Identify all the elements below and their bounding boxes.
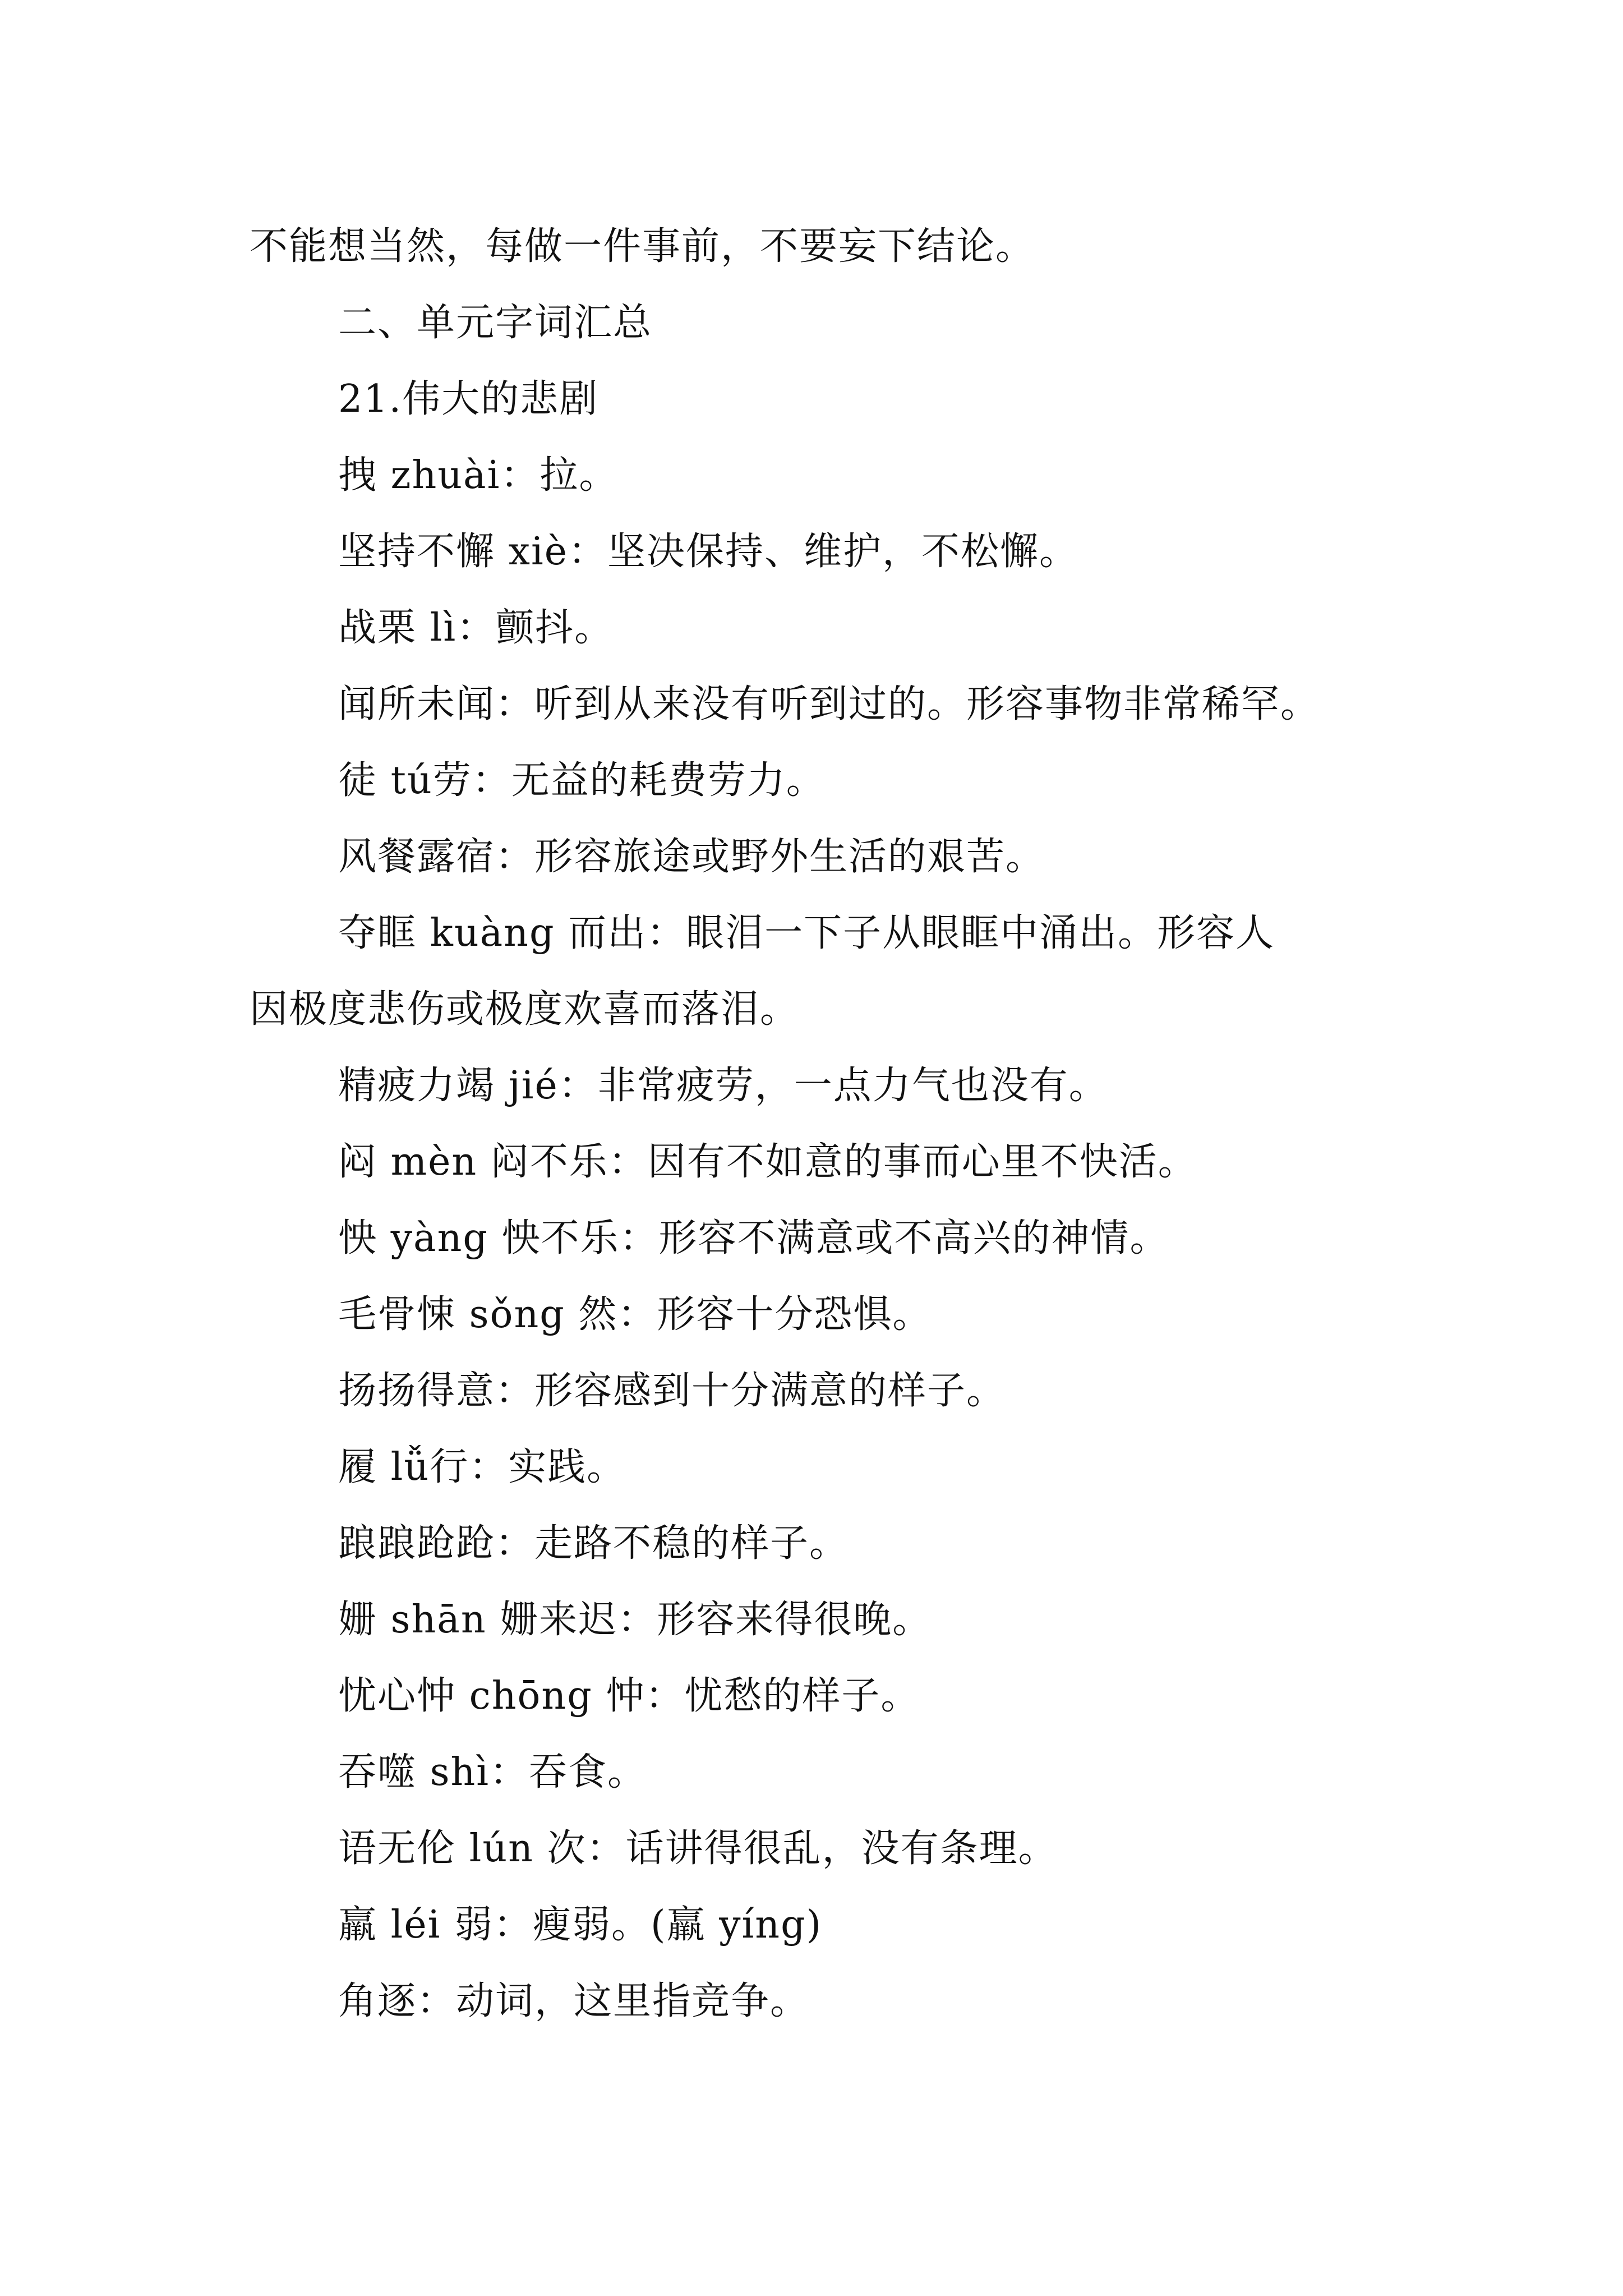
vocab-entry: 扬扬得意：形容感到十分满意的样子。: [338, 1369, 1006, 1413]
paragraph-line: 不能想当然，每做一件事前，不要妄下结论。: [250, 224, 1035, 269]
vocab-entry: 语无伦 lún 次：话讲得很乱，没有条理。: [338, 1826, 1058, 1871]
vocab-entry: 踉踉跄跄：走路不稳的样子。: [338, 1521, 849, 1566]
vocab-entry: 坚持不懈 xiè：坚决保持、维护，不松懈。: [338, 530, 1078, 574]
vocab-entry: 夺眶 kuàng 而出：眼泪一下子从眼眶中涌出。形容人: [338, 911, 1275, 955]
vocab-entry: 姗 shān 姗来迟：形容来得很晚。: [338, 1598, 932, 1642]
vocab-entry: 闷 mèn 闷不乐：因有不如意的事而心里不快活。: [338, 1140, 1197, 1184]
vocab-entry: 拽 zhuài：拉。: [338, 453, 619, 498]
vocab-entry: 忧心忡 chōng 忡：忧愁的样子。: [338, 1674, 920, 1718]
vocab-entry: 角逐：动词，这里指竞争。: [338, 1979, 810, 2023]
vocab-entry: 战栗 lì：颤抖。: [338, 606, 614, 650]
vocab-entry: 履 lǚ行：实践。: [338, 1445, 626, 1489]
vocab-entry: 风餐露宿：形容旅途或野外生活的艰苦。: [338, 835, 1045, 879]
vocab-entry: 羸 léi 弱：瘦弱。(羸 yíng): [338, 1903, 823, 1947]
vocab-entry: 徒 tú劳：无益的耗费劳力。: [338, 758, 826, 803]
section-heading: 二、单元字词汇总: [338, 301, 653, 345]
vocab-entry: 毛骨悚 sǒng 然：形容十分恐惧。: [338, 1292, 932, 1337]
document-body: [250, 209, 1416, 2040]
lesson-title: 21.伟大的悲剧: [338, 377, 599, 421]
vocab-entry: 精疲力竭 jié：非常疲劳，一点力气也没有。: [338, 1064, 1108, 1108]
vocab-entry: 吞噬 shì：吞食。: [338, 1750, 647, 1795]
vocab-entry: 闻所未闻：听到从来没有听到过的。形容事物非常稀罕。: [338, 682, 1320, 726]
vocab-entry-continuation: 因极度悲伤或极度欢喜而落泪。: [250, 987, 800, 1032]
vocab-entry: 怏 yàng 怏不乐：形容不满意或不高兴的神情。: [338, 1216, 1169, 1260]
